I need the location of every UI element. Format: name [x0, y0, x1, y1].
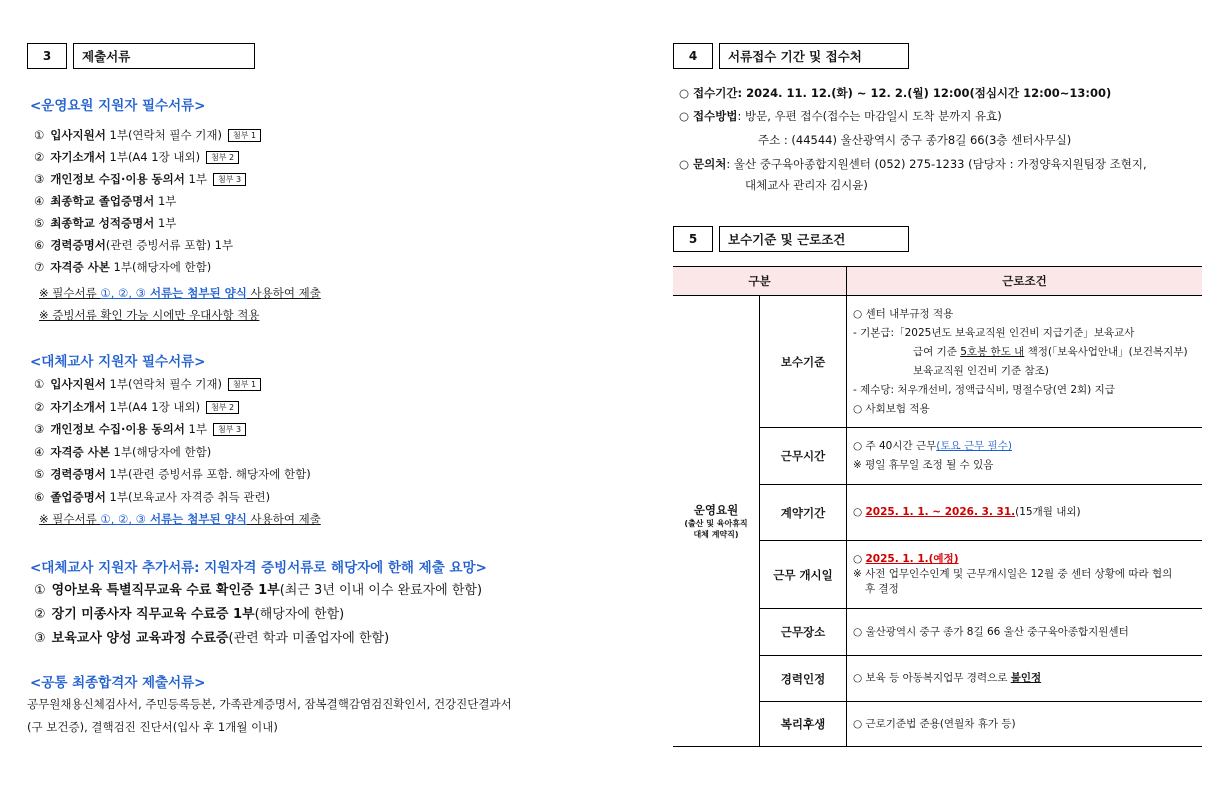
- item-detail: 1부: [154, 194, 177, 208]
- attachment-tag: 첨부 1: [228, 129, 261, 142]
- section-title: 서류접수 기간 및 접수처: [719, 43, 909, 69]
- welfare-conditions: ○ 근로기준법 준용(연월차 휴가 등): [847, 702, 1203, 747]
- pay-conditions: [847, 296, 1203, 428]
- item-number: ④: [34, 444, 45, 459]
- item-title: 입사지원서: [50, 377, 106, 391]
- attachment-tag: 첨부 3: [213, 173, 246, 186]
- start-b: 2025. 1. 1.(예정): [865, 553, 959, 565]
- item-title: 입사지원서: [50, 128, 106, 142]
- ops-required-title: <운영요원 지원자 필수서류>: [30, 98, 206, 114]
- list-item: [34, 444, 211, 460]
- reception-period: [679, 85, 1111, 101]
- item-title: 경력증명서: [50, 238, 106, 252]
- item-number: ①: [34, 377, 45, 391]
- section-3-header: [27, 43, 255, 69]
- list-item: [34, 171, 246, 187]
- contract-a: ○: [853, 506, 866, 518]
- attachment-tag: 첨부 2: [206, 151, 239, 164]
- header-conditions: 근로조건: [847, 267, 1203, 296]
- item-number: ③: [34, 172, 45, 186]
- ops-note-1: [39, 285, 321, 301]
- pay-line-a: 급여 기준: [913, 345, 961, 358]
- item-number: ③: [34, 631, 46, 646]
- pay-line: - 기본급:「2025년도 보육교직원 인건비 지급기준」보육교사: [853, 326, 1135, 339]
- item-detail: 1부(해당자에 한함): [109, 260, 212, 274]
- item-title: 경력증명서: [50, 467, 106, 481]
- main-category-sub-1: (출산 및 육아휴직: [684, 519, 748, 528]
- sub-note-1: [39, 511, 321, 527]
- period-value: : 2024. 11. 12.(화) ~ 12. 2.(월) 12:00(점심시간 12:00~13:00): [737, 86, 1112, 100]
- welfare-category: 복리후생: [760, 702, 847, 747]
- attachment-tag: 첨부 2: [206, 401, 239, 414]
- list-item: [34, 603, 344, 622]
- item-detail: 1부(연락처 필수 기재): [105, 128, 222, 142]
- item-title: 자격증 사본: [50, 260, 110, 274]
- section-number: 4: [673, 43, 713, 69]
- note-form: 서류는 첨부된 양식: [145, 286, 247, 300]
- list-item: [34, 127, 261, 143]
- start-line: 후 결정: [865, 583, 899, 595]
- contract-b: 2025. 1. 1. ~ 2026. 3. 31.: [865, 506, 1016, 518]
- list-item: [34, 466, 311, 482]
- item-detail: 1부(보육교사 자격증 취득 관련): [105, 489, 271, 504]
- hours-a: ○ 주 40시간 근무: [853, 440, 937, 452]
- list-item: [34, 376, 261, 392]
- item-number: ②: [34, 399, 45, 414]
- pay-line-c: 책정(「보육사업안내」(보건복지부): [1024, 345, 1188, 358]
- hours-b: (토요 근무 필수): [936, 440, 1012, 452]
- pay-category: 보수기준: [760, 296, 847, 428]
- section-title: 보수기준 및 근로조건: [719, 226, 909, 252]
- pay-line-b: 5호봉 한도 내: [960, 345, 1025, 358]
- note-form: 서류는 첨부된 양식: [145, 512, 247, 526]
- contract-c: (15개월 내외): [1015, 506, 1081, 518]
- item-number: ③: [34, 422, 45, 436]
- period-label: ○ 접수기간: [679, 86, 738, 100]
- contact-label: ○ 문의처: [679, 157, 727, 171]
- section-number: 3: [27, 43, 67, 69]
- note-suffix: 사용하여 제출: [246, 512, 321, 526]
- section-5-header: [673, 226, 909, 252]
- item-number: ⑥: [34, 238, 45, 252]
- item-detail: (관련 증빙서류 포함) 1부: [105, 238, 234, 252]
- item-number: ②: [34, 607, 46, 622]
- attachment-tag: 첨부 1: [228, 378, 261, 391]
- hours-category: 근무시간: [760, 428, 847, 485]
- item-number: ⑤: [34, 467, 45, 481]
- contact: [679, 156, 1147, 172]
- hours-conditions: [847, 428, 1203, 485]
- item-detail: 1부(관련 증빙서류 포함. 해당자에 한함): [105, 467, 311, 481]
- item-title: 장기 미종사자 직무교육 수료증 1부: [51, 607, 255, 622]
- table-header-row: [673, 267, 1202, 296]
- ops-note-2: ※ 증빙서류 확인 가능 시에만 우대사항 적용: [39, 308, 260, 322]
- item-title: 영아보육 특별직무교육 수료 확인증 1부: [51, 583, 280, 598]
- additional-docs-title: <대체교사 지원자 추가서류: 지원자격 증빙서류로 해당자에 한해 제출 요망>: [30, 560, 487, 576]
- main-category-label: 운영요원: [693, 503, 739, 517]
- item-title: 최종학교 성적증명서: [50, 216, 155, 230]
- note-prefix: ※ 필수서류: [39, 286, 101, 300]
- item-title: 보육교사 양성 교육과정 수료증: [51, 631, 229, 646]
- attachment-tag: 첨부 3: [213, 423, 246, 436]
- item-title: 자기소개서: [50, 399, 106, 414]
- place-category: 근무장소: [760, 609, 847, 656]
- item-detail: (최근 3년 이내 이수 완료자에 한함): [279, 583, 483, 598]
- list-item: [34, 421, 246, 437]
- start-line: [853, 552, 1196, 567]
- contract-category: 계약기간: [760, 485, 847, 541]
- list-item: [34, 237, 233, 253]
- section-number: 5: [673, 226, 713, 252]
- item-detail: 1부(해당자에 한함): [109, 444, 212, 459]
- career-category: 경력인정: [760, 656, 847, 702]
- common-docs-title: <공통 최종합격자 제출서류>: [30, 675, 206, 691]
- item-detail: 1부(A4 1장 내외): [105, 150, 201, 164]
- item-number: ①: [34, 128, 45, 142]
- sub-required-title: <대체교사 지원자 필수서류>: [30, 354, 206, 370]
- item-number: ①: [34, 583, 46, 598]
- start-conditions: [847, 541, 1203, 609]
- contact-line-2: 대체교사 관리자 김시윤): [745, 178, 868, 192]
- item-title: 최종학교 졸업증명서: [50, 194, 155, 208]
- item-title: 졸업증명서: [50, 489, 106, 504]
- career-conditions: [847, 656, 1203, 702]
- career-b: 불인정: [1010, 672, 1042, 684]
- item-detail: 1부: [184, 172, 207, 186]
- reception-method: [679, 108, 1002, 124]
- pay-line: 보육교직원 인건비 기준 참조): [913, 364, 1049, 377]
- header-category: 구분: [673, 267, 847, 296]
- contract-conditions: [847, 485, 1203, 541]
- start-line: ※ 사전 업무인수인계 및 근무개시일은 12월 중 센터 상황에 따라 협의: [853, 568, 1173, 580]
- note-prefix: ※ 필수서류: [39, 512, 101, 526]
- item-detail: 1부: [184, 422, 207, 436]
- list-item: [34, 489, 270, 505]
- reception-address: 주소 : (44544) 울산광역시 중구 종가8길 66(3층 센터사무실): [758, 133, 1072, 147]
- start-a: ○: [853, 553, 866, 565]
- item-title: 자기소개서: [50, 150, 106, 164]
- hours-line: [853, 437, 1196, 456]
- pay-line: ○ 사회보험 적용: [853, 402, 930, 415]
- item-title: 개인정보 수집·이용 동의서: [50, 172, 185, 186]
- note-suffix: 사용하여 제출: [246, 286, 321, 300]
- item-number: ④: [34, 194, 45, 208]
- list-item: [34, 193, 176, 209]
- item-number: ⑦: [34, 260, 45, 274]
- list-item: [34, 627, 389, 646]
- item-title: 개인정보 수집·이용 동의서: [50, 422, 185, 436]
- item-detail: 1부: [154, 216, 177, 230]
- pay-line: [853, 343, 1196, 362]
- list-item: [34, 399, 239, 415]
- hours-line: ※ 평일 휴무일 조정 될 수 있음: [853, 459, 994, 471]
- item-number: ⑤: [34, 216, 45, 230]
- list-item: [34, 259, 211, 275]
- item-detail: 1부(연락처 필수 기재): [105, 377, 222, 391]
- list-item: [34, 215, 176, 231]
- pay-line: ○ 센터 내부규정 적용: [853, 307, 954, 320]
- item-number: ②: [34, 150, 45, 164]
- career-a: ○ 보육 등 아동복지업무 경력으로: [853, 672, 1011, 684]
- pay-line: - 제수당: 처우개선비, 정액급식비, 명절수당(연 2회) 지급: [853, 383, 1115, 396]
- common-docs-line-2: (구 보건증), 결핵검진 진단서(입사 후 1개월 이내): [27, 720, 278, 734]
- start-category: 근무 개시일: [760, 541, 847, 609]
- common-docs-line-1: 공무원채용신체검사서, 주민등록등본, 가족관계증명서, 잠복결핵감염검진확인서, 건강진단결과서: [27, 697, 512, 711]
- main-category: [673, 296, 760, 747]
- list-item: [34, 579, 482, 598]
- item-detail: 1부(A4 1장 내외): [105, 399, 201, 414]
- item-detail: (관련 학과 미졸업자에 한함): [228, 631, 390, 646]
- work-conditions-table: [673, 266, 1202, 747]
- item-title: 자격증 사본: [50, 444, 110, 459]
- item-number: ⑥: [34, 489, 45, 504]
- section-title: 제출서류: [73, 43, 255, 69]
- table-row: [673, 296, 1202, 428]
- note-numbers: ①, ②, ③: [100, 286, 146, 300]
- item-detail: (해당자에 한함): [254, 607, 345, 622]
- contact-value: : 울산 중구육아종합지원센터 (052) 275-1233 (담당자 : 가정양육지원팀장 조현지,: [726, 157, 1147, 171]
- list-item: [34, 149, 239, 165]
- method-label: ○ 접수방법: [679, 109, 738, 123]
- note-numbers: ①, ②, ③: [100, 512, 146, 526]
- place-conditions: ○ 울산광역시 중구 종가 8길 66 울산 중구육아종합지원센터: [847, 609, 1203, 656]
- method-value: : 방문, 우편 접수(접수는 마감일시 도착 분까지 유효): [737, 109, 1002, 123]
- main-category-sub-2: 대체 계약직): [693, 530, 739, 539]
- section-4-header: [673, 43, 909, 69]
